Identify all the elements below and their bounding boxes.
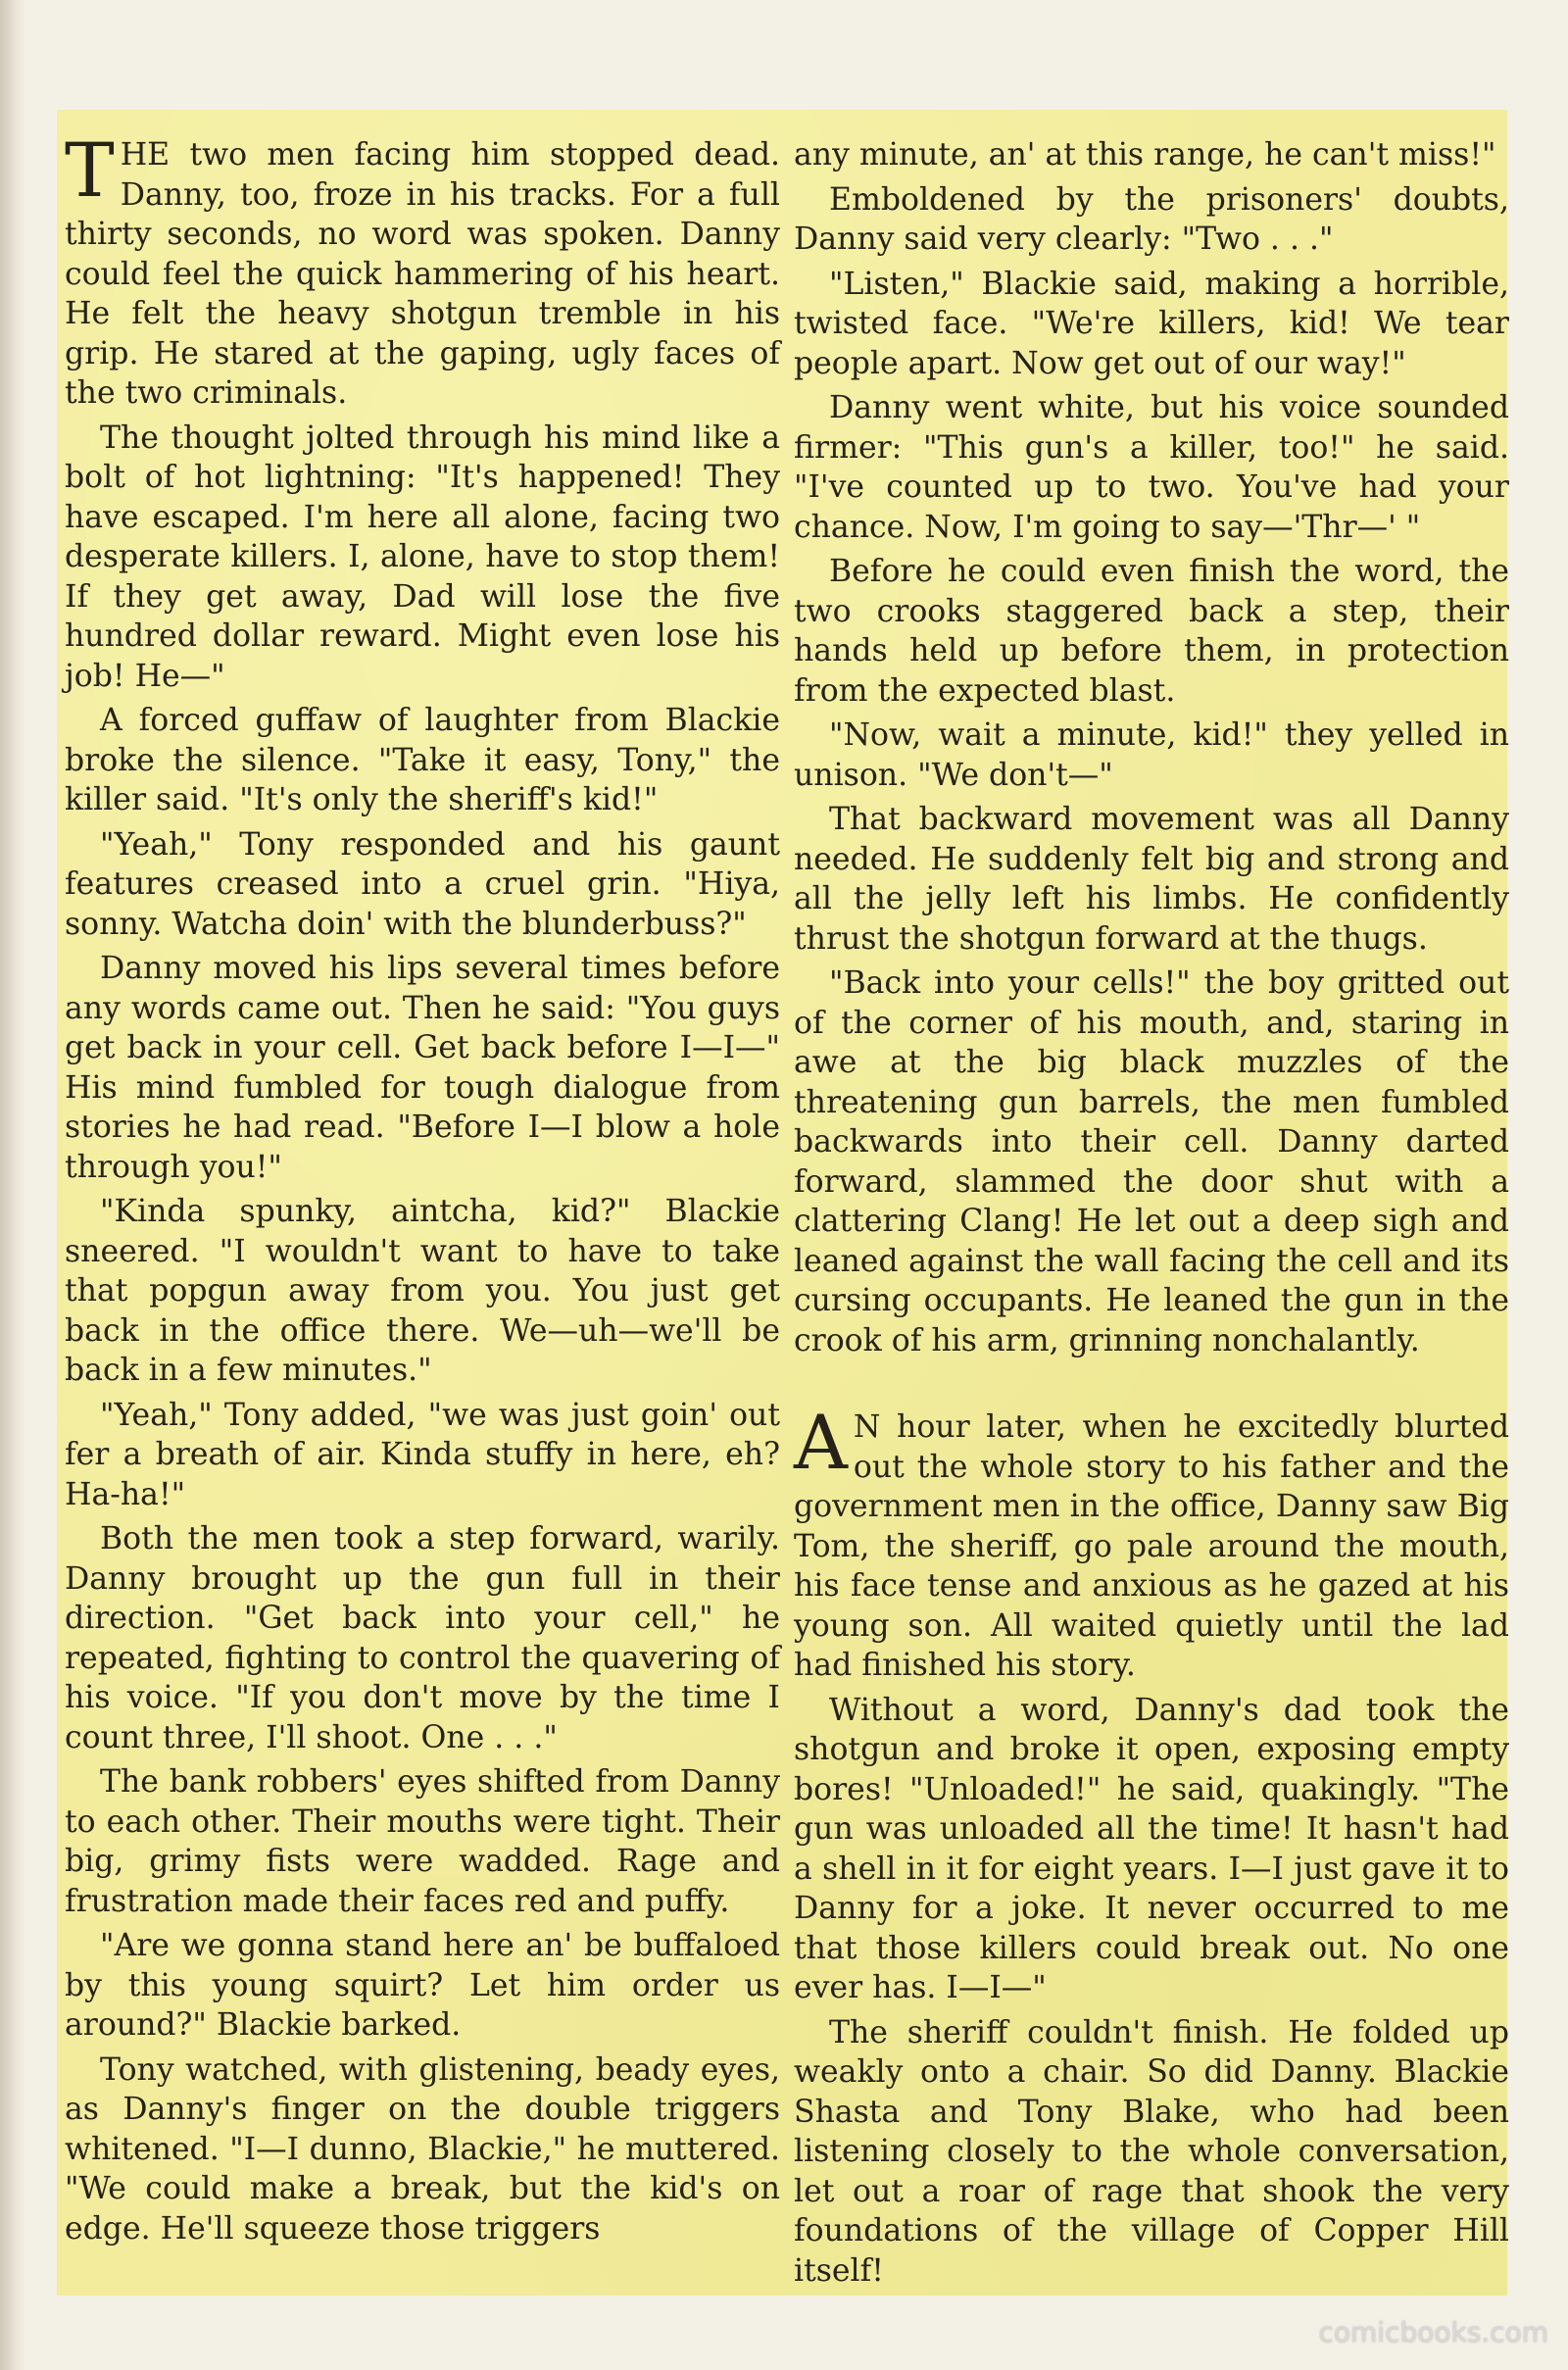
story-paragraph: Tony watched, with glistening, beady eyes, as Danny's finger on the double triggers whitened. "I—I dunno, Blackie," he muttered. "We could make a break, but the kid's on edge. He'll squeeze those triggers bbox=[65, 2051, 780, 2247]
story-paragraph: The thought jolted through his mind like a bolt of hot lightning: "It's happened! They have escaped. I'm here all alone, facing two desperate killers. I, alone, have to stop them! If they get away, Dad will lose the five hundred dollar reward. Might even lose his job! He—" bbox=[65, 420, 780, 694]
section-opening-paragraph bbox=[794, 1399, 1509, 1686]
continued-paragraph: any minute, an' at this range, he can't miss!" bbox=[794, 137, 1496, 173]
story-paragraph: Emboldened by the prisoners' doubts, Danny said very clearly: "Two . . ." bbox=[794, 181, 1509, 257]
story-paragraph: "Back into your cells!" the boy gritted out of the corner of his mouth, and, staring in awe at the big black muzzles of the threatening gun barrels, the men fumbled backwards into their cell. Danny darted forward, slammed the door shut with a clattering Clang! He let out a deep sigh and leaned against the wall facing the cell and its cursing occupants. He leaned the gun in the crook of his arm, grinning nonchalantly. bbox=[794, 965, 1509, 1358]
story-paragraph: Without a word, Danny's dad took the shotgun and broke it open, exposing empty bores! "Unloaded!" he said, quakingly. "The gun was unloaded all the time! It hasn't had a shell in it for eight years. I—I just gave it to Danny for a joke. It never occurred to me that those killers could break out. No one ever has. I—I—" bbox=[794, 1692, 1509, 2005]
right-column bbox=[794, 135, 1509, 2296]
story-paragraph: "Are we gonna stand here an' be buffaloed by this young squirt? Let him order us around?" Blackie barked. bbox=[65, 1928, 780, 2043]
story-paragraph: Before he could even finish the word, the two crooks staggered back a step, their hands held up before them, in protection from the expected blast. bbox=[794, 554, 1509, 709]
opening-paragraph-text: HE two men facing him stopped dead. Danny, too, froze in his tracks. For a full thirty seconds, no word was spoken. Danny could feel the quick hammering of his heart. He felt the heavy shotgun tremble in his grip. He stared at the gaping, ugly faces of the two criminals. bbox=[65, 137, 780, 411]
story-paragraph: The bank robbers' eyes shifted from Danny to each other. Their mouths were tight. Their big, grimy fists were wadded. Rage and frustration made their faces red and puffy. bbox=[65, 1764, 780, 1919]
watermark-credit: comicbooks.com bbox=[1318, 2316, 1548, 2348]
page-spine-shadow bbox=[0, 0, 25, 2370]
story-paragraph: Both the men took a step forward, warily. Danny brought up the gun full in their direction. "Get back into your cell," he repeated, fighting to control the quavering of his voice. "If you don't move by the time I count three, I'll shoot. One . . ." bbox=[65, 1521, 780, 1755]
story-paragraph: Danny moved his lips several times before any words came out. Then he said: "You guys get back in your cell. Get back before I—I—" His mind fumbled for tough dialogue from stories he had read. "Before I—I blow a hole through you!" bbox=[65, 951, 780, 1185]
opening-paragraph bbox=[65, 126, 780, 414]
left-column bbox=[65, 126, 780, 2253]
story-paragraph: "Yeah," Tony added, "we was just goin' out fer a breath of air. Kinda stuffy in here, eh? Ha-ha!" bbox=[65, 1397, 780, 1512]
story-paragraph: "Listen," Blackie said, making a horrible, twisted face. "We're killers, kid! We tear people apart. Now get out of our way!" bbox=[794, 266, 1509, 381]
story-paragraph: That backward movement was all Danny needed. He suddenly felt big and strong and all the jelly left his limbs. He confidently thrust the shotgun forward at the thugs. bbox=[794, 802, 1509, 957]
drop-cap: T bbox=[65, 126, 115, 214]
section-opening-text: N hour later, when he excitedly blurted out the whole story to his father and the government men in the office, Danny saw Big Tom, the sheriff, go pale around the mouth, his face tense and anxious as he gazed at his young son. All waited quietly until the lad had finished his story. bbox=[794, 1409, 1509, 1683]
story-page bbox=[57, 110, 1507, 2296]
story-paragraph: "Now, wait a minute, kid!" they yelled in unison. "We don't—" bbox=[794, 717, 1509, 793]
story-paragraph: Danny went white, but his voice sounded firmer: "This gun's a killer, too!" he said. "I've counted up to two. You've had your chance. Now, I'm going to say—'Thr—' " bbox=[794, 390, 1509, 545]
story-paragraph: "Yeah," Tony responded and his gaunt features creased into a cruel grin. "Hiya, sonny. Watcha doin' with the blunderbuss?" bbox=[65, 826, 780, 942]
story-paragraph: A forced guffaw of laughter from Blackie broke the silence. "Take it easy, Tony," the killer said. "It's only the sheriff's kid!" bbox=[65, 703, 780, 817]
story-paragraph: The sheriff couldn't finish. He folded up weakly onto a chair. So did Danny. Blackie Shasta and Tony Blake, who had been listening closely to the whole conversation, let out a roar of rage that shook the very foundations of the village of Copper Hill itself! bbox=[794, 2014, 1509, 2289]
drop-cap: A bbox=[794, 1399, 848, 1486]
story-paragraph: "Kinda spunky, aintcha, kid?" Blackie sneered. "I wouldn't want to have to take that popgun away from you. You just get back in the office there. We—uh—we'll be back in a few minutes." bbox=[65, 1194, 780, 1388]
